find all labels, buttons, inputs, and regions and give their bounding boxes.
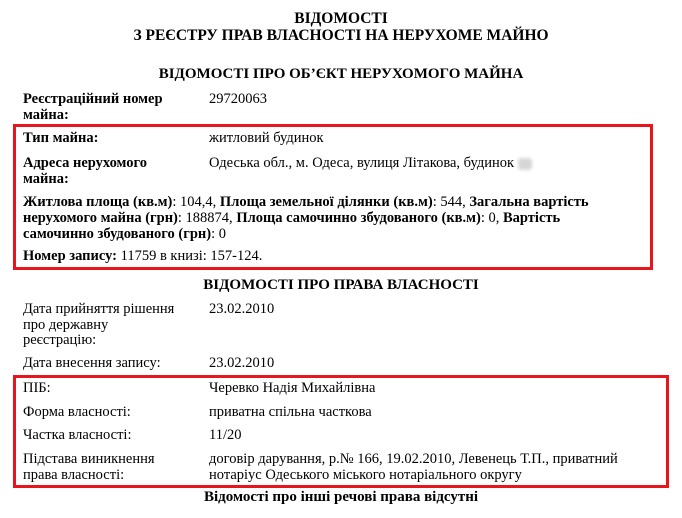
share-label: Частка власності: (23, 427, 132, 443)
document-title-line2: З РЕЄСТРУ ПРАВ ВЛАСНОСТІ НА НЕРУХОМЕ МАЙНО (133, 27, 549, 44)
entry-date-value: 23.02.2010 (209, 355, 275, 371)
document-title-line1: ВІДОМОСТІ (294, 10, 388, 27)
share-value: 11/20 (209, 427, 242, 443)
ownership-form-value: приватна спільна часткова (209, 404, 372, 420)
address-label: Адреса нерухомого майна: (23, 155, 147, 187)
details-line1: Житлова площа (кв.м): 104,4, Площа земельної ділянки (кв.м): 544, Загальна вартість (23, 194, 589, 210)
decision-date-value: 23.02.2010 (209, 301, 275, 317)
record-number-label: Номер запису: (23, 248, 117, 264)
owner-value: Черевко Надія Михайлівна (209, 380, 376, 396)
object-section-heading: ВІДОМОСТІ ПРО ОБ’ЄКТ НЕРУХОМОГО МАЙНА (158, 66, 524, 82)
entry-date-label: Дата внесення запису: (23, 355, 161, 371)
other-rights-note: Відомості про інші речові права відсутні (203, 489, 479, 505)
reg-number-label: Реєстраційний номер майна: (23, 91, 163, 123)
property-type-value: житловий будинок (209, 130, 324, 146)
record-number (23, 249, 262, 265)
owner-label: ПІБ: (23, 380, 51, 396)
decision-date-label: Дата прийняття рішення про державну реєстрацію: (23, 301, 175, 348)
record-number-value: 11759 в книзі: 157-124. (116, 248, 263, 264)
details-line2: нерухомого майна (грн): 188874, Площа самочинно збудованого (кв.м): 0, Вартість (23, 210, 561, 226)
ownership-form-label: Форма власності: (23, 404, 131, 420)
reg-number-value: 29720063 (209, 91, 267, 107)
details-line3: самочинно збудованого (грн): 0 (23, 226, 226, 242)
address-value: Одеська обл., м. Одеса, вулиця Літакова, будинок (209, 156, 532, 172)
property-type-label: Тип майна: (23, 130, 99, 146)
redacted-number (518, 158, 532, 170)
basis-label: Підстава виникнення права власності: (23, 451, 155, 483)
rights-section-heading: ВІДОМОСТІ ПРО ПРАВА ВЛАСНОСТІ (203, 277, 479, 293)
basis-value: договір дарування, р.№ 166, 19.02.2010, Левенець Т.П., приватний нотаріус Одеського міського нотаріального округу (209, 451, 618, 483)
property-details (23, 194, 589, 242)
